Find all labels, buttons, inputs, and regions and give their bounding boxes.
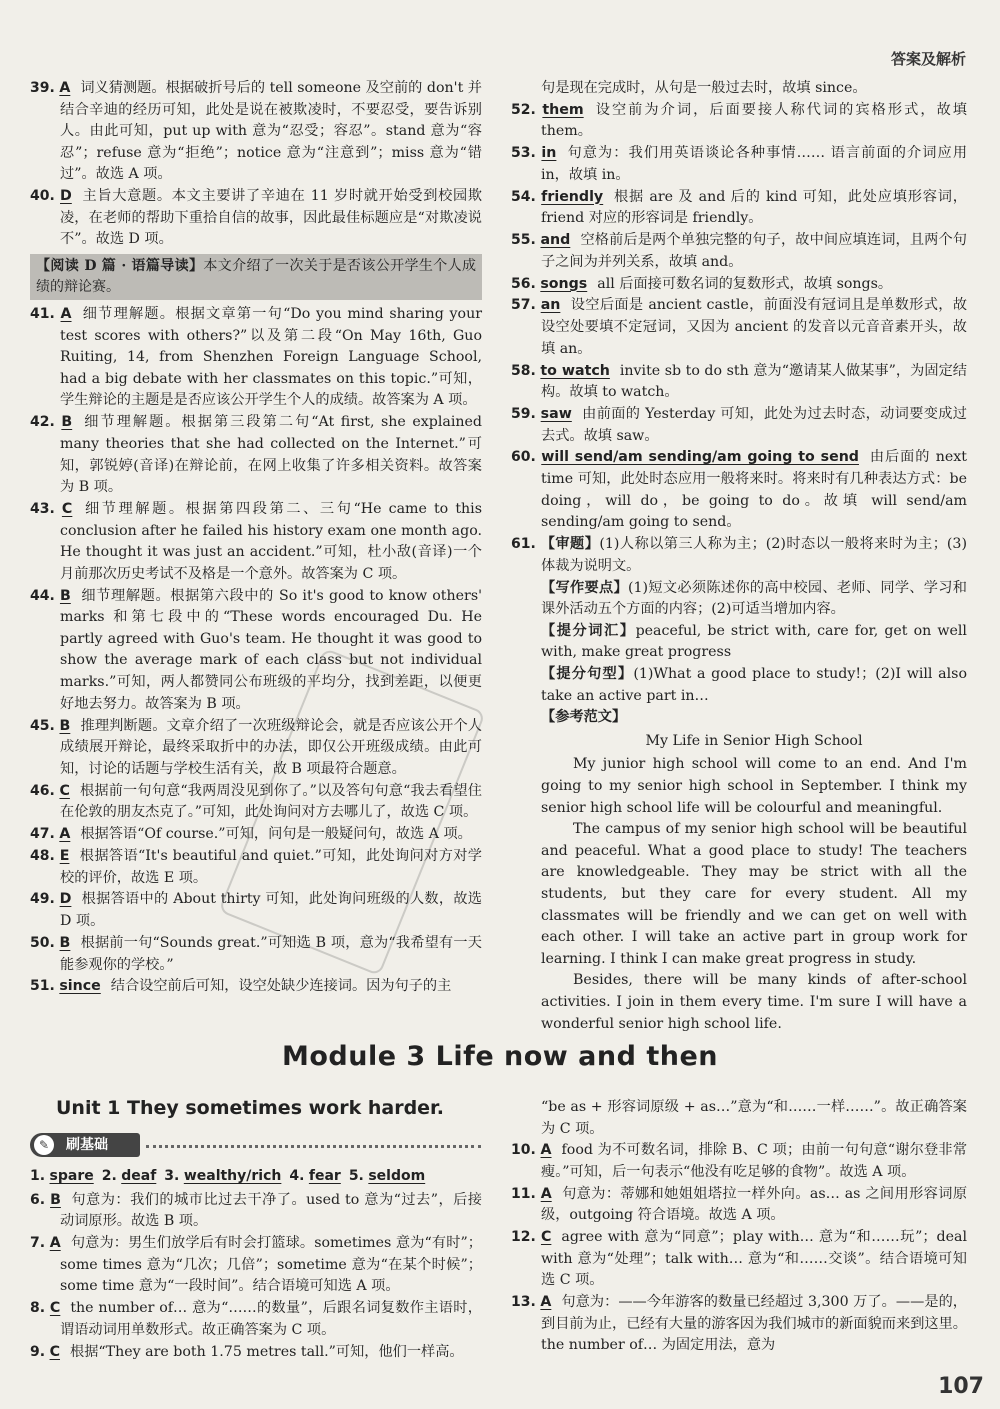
essay-title: My Life in Senior High School: [645, 732, 863, 749]
page-number: 107: [938, 1374, 984, 1399]
fill-in-answers: [30, 1166, 482, 1188]
answer-item: [30, 499, 482, 585]
fill-number: 3.: [164, 1168, 180, 1184]
section-badge: [30, 1133, 140, 1157]
right-column: [511, 78, 967, 1035]
tag-fanwen: 【参考范文】: [541, 709, 627, 726]
tag-shenti: 【审题】: [540, 536, 600, 553]
dotted-divider: [146, 1145, 481, 1148]
fill-answer: wealthy/rich: [183, 1168, 282, 1184]
question-number: 60.: [511, 449, 536, 466]
explanation-text: 根据前一句句意“我两周没见到你了。”以及答句句意“我去看望住在伦敦的朋友杰克了。”可知，此处询问对方去哪儿了，故选 C 项。: [60, 782, 482, 821]
badge-label: 刷基础: [66, 1137, 108, 1153]
answer-key: in: [541, 145, 557, 162]
explanation-text: 由前面的 Yesterday 可知，此处为过去时态，动词要变成过去式。故填 saw。: [541, 405, 967, 444]
explanation-text: 句意为：——今年游客的数量已经超过 3,300 万了。——是的，到目前为止，已经有大量的游客因为我们城市的新面貌而来到这里。the number of… 为固定用法，意为: [541, 1294, 967, 1354]
question-number: 55.: [511, 232, 536, 249]
fill-answer: spare: [49, 1168, 94, 1184]
answer-key: to watch: [540, 362, 610, 379]
question-number: 49.: [30, 891, 55, 908]
answer-item: [30, 586, 482, 716]
answer-key: D: [60, 188, 72, 205]
tag-juxing: 【提分句型】: [541, 666, 634, 682]
answer-key: A: [49, 1235, 61, 1252]
answer-item: [30, 1298, 482, 1341]
explanation-text: 根据答语“Of course.”可知，问句是一般疑问句，故选 A 项。: [80, 826, 472, 843]
explanation-text: 结合设空前后可知，设空处缺少连接词。因为句子的主: [110, 978, 452, 995]
question-number: 9.: [30, 1343, 46, 1360]
question-number: 10.: [511, 1142, 536, 1159]
page-header: 答案及解析: [890, 50, 966, 68]
explanation-text: the number of… 意为“……的数量”，后跟名词复数作主语时，谓语动词用单数形式。故正确答案为 C 项。: [60, 1300, 482, 1338]
answer-item: [511, 447, 967, 533]
fill-number: 5.: [348, 1168, 364, 1184]
explanation-text: 词义猜测题。根据破折号后的 tell someone 及空前的 don't 并结合辛迪的经历可知，此处是说在被欺凌时，不要忍受，要告诉别人。由此可知，put up with 意为“忍受；容忍”。stand 意为“容忍”；refuse 意为“拒绝”；notice 意为“注意到”；miss 意为“错过”。故选 A 项。: [60, 80, 482, 183]
explanation-text: agree with 意为“同意”；play with… 意为“和……玩”；deal with 意为“处理”；talk with… 意为“和……交谈”。结合语境可知选 C 项。: [541, 1229, 967, 1289]
question-number: 50.: [30, 934, 55, 951]
question-number: 41.: [30, 306, 55, 323]
answer-item: [30, 304, 482, 412]
question-number: 51.: [30, 978, 55, 995]
reading-guide-text: 本文介绍了一次关于是否该公开学生个人成绩的辩论赛。: [36, 258, 476, 296]
carry-over-text-2: “be as + 形容词原级 + as…”意为“和……一样……”。故正确答案为 C 项。: [541, 1099, 967, 1137]
fill-number: 2.: [101, 1168, 117, 1184]
explanation-text: 由后面的 next time 可知，此处时态应用一般将来时。将来时有几种表达方式：be doing，will do，be going to do。故填 will send/am sending/am going to send。: [541, 449, 967, 531]
question-number: 59.: [511, 405, 536, 422]
module-title: Module 3 Life now and then: [282, 1041, 718, 1072]
left-column: [30, 78, 482, 998]
question-number: 7.: [30, 1235, 46, 1252]
answer-key: A: [540, 1185, 552, 1202]
explanation-text: 根据“They are both 1.75 metres tall.”可知，他们一样高。: [70, 1343, 464, 1360]
answer-key: songs: [540, 275, 588, 292]
question-number: 57.: [511, 297, 536, 314]
explanation-text: 根据 are 及 and 后的 kind 可知，此处应填形容词，friend 对应的形容词是 friendly。: [541, 188, 967, 227]
question-number: 45.: [30, 717, 55, 734]
answer-item: [511, 187, 967, 230]
answer-item: [511, 1184, 967, 1227]
question-number: 11.: [511, 1185, 536, 1202]
answer-item: [30, 412, 482, 498]
answer-item: [30, 1342, 482, 1364]
right-column-bottom: [511, 1097, 967, 1357]
explanation-text: 句意为：我们的城市比过去干净了。used to 意为“过去”，后接动词原形。故选 B 项。: [60, 1191, 482, 1230]
question-number: 54.: [511, 188, 536, 205]
question-number: 12.: [511, 1229, 536, 1246]
explanation-text: 根据前一句“Sounds great.”可知选 B 项，意为“我希望有一天能参观你的学校。”: [60, 934, 482, 973]
essay-paragraph: My junior high school will come to an end. And I'm going to my senior high school in September. I think my senior high school life will be colourful and meaningful.: [541, 756, 967, 816]
answer-item: [30, 781, 482, 824]
question-number: 39.: [30, 80, 55, 96]
explanation-text: 细节理解题。根据第六段中的 So it's good to know others' marks 和第七段中的“These words encouraged Du. He partly agreed with Guo's team. He thought it was good to show the average mark of each class but not individual marks.”可知，两人都赞同公布班级的平均分，找到差距，以便更好地去努力。故答案为 B 项。: [60, 587, 483, 712]
reading-guide-box: [30, 254, 482, 300]
essay-paragraph: Besides, there will be many kinds of after-school activities. I join in them every time. I'm sure I will have a wonderful senior high school life.: [541, 972, 967, 1032]
question-61: [511, 534, 967, 577]
shenti-text: (1)人称以第三人称为主；(2)时态以一般将来时为主；(3)体裁为说明文。: [541, 536, 967, 574]
answer-key: A: [59, 80, 71, 96]
answer-key: A: [59, 826, 71, 843]
pencil-icon: ✎: [34, 1135, 54, 1155]
answer-item: [511, 361, 967, 404]
juxing-text: (1)What a good place to study!；(2)I will also take an active part in…: [541, 666, 967, 704]
answer-item: [511, 100, 967, 143]
explanation-text: food 为不可数名词，排除 B、C 项；由前一句句意“谢尔登非常瘦。”可知，后一句表示“他没有吃足够的食物”。故选 A 项。: [541, 1142, 968, 1180]
explanation-text: 句意为：我们用英语谈论各种事情…… 语言前面的介词应用 in，故填 in。: [541, 145, 968, 183]
answer-key: A: [60, 306, 72, 323]
question-number: 43.: [30, 500, 55, 517]
answer-item: [30, 78, 482, 186]
cihui-text: peaceful, be strict with, care for, get on well with, make great progress: [541, 622, 967, 661]
explanation-text: all 后面接可数名词的复数形式，故填 songs。: [597, 275, 893, 292]
answer-key: B: [61, 414, 73, 431]
answer-item: [511, 230, 967, 273]
question-number: 8.: [30, 1300, 46, 1317]
explanation-text: 细节理解题。根据文章第一句“Do you mind sharing your test scores with others?”以及第二段“On May 16th, Guo Ruiting, 14, from Shenzhen Foreign Language School, had a big debate with her classmates on this topic.”可知，学生辩论的主题是是否应该公开学生个人的成绩。故答案为 A 项。: [60, 306, 482, 409]
answer-key: C: [61, 500, 73, 517]
answer-key: C: [540, 1229, 552, 1246]
answer-key: and: [540, 232, 571, 249]
answer-key: D: [59, 891, 72, 908]
left-column-bottom: [30, 1166, 482, 1364]
answer-key: A: [540, 1142, 552, 1159]
explanation-text: 设空后面是 ancient castle，前面没有冠词且是单数形式，故设空处要填不定冠词，又因为 ancient 的发音以元音音素开头，故填 an。: [541, 297, 968, 357]
tag-xiezuo: 【写作要点】: [541, 579, 628, 596]
answer-key: will send/am sending/am going to send: [541, 449, 859, 466]
answer-item: [30, 933, 482, 976]
question-number: 42.: [30, 414, 55, 431]
essay-paragraph: The campus of my senior high school will be beautiful and peaceful. What a good place to study! The teachers are knowledgeable. They may be strict with all the students, but they care for every student. All my classmates will be friendly and we can get on well with each other. I will take an active part in group work for learning. I think I can make great progress in study.: [541, 821, 967, 967]
question-number: 6.: [30, 1191, 46, 1208]
answer-item: [511, 1292, 967, 1357]
answer-item: [511, 274, 967, 296]
fill-answer: fear: [308, 1168, 341, 1184]
explanation-text: 根据答语“It's beautiful and quiet.”可知，此处询问对方对学校的评价，故选 E 项。: [60, 847, 482, 886]
answer-item: [511, 404, 967, 447]
question-number: 47.: [30, 826, 55, 843]
answer-key: C: [59, 782, 70, 799]
question-number: 56.: [511, 275, 536, 292]
unit-title: Unit 1 They sometimes work harder.: [56, 1097, 444, 1119]
fill-number: 1.: [30, 1168, 46, 1184]
answer-key: B: [59, 717, 71, 734]
answer-item: [511, 1140, 967, 1183]
explanation-text: invite sb to do sth 意为“邀请某人做某事”，为固定结构。故填 to watch。: [541, 362, 967, 401]
answer-item: [511, 143, 967, 186]
question-number: 58.: [511, 362, 536, 379]
answer-key: an: [540, 297, 561, 314]
question-number: 46.: [30, 782, 55, 799]
question-number: 61.: [511, 536, 536, 553]
question-number: 53.: [511, 145, 536, 162]
answer-key: C: [49, 1343, 60, 1360]
answer-key: B: [59, 587, 71, 604]
answer-key: B: [59, 934, 71, 951]
explanation-text: 句意为：蒂娜和她姐姐塔拉一样外向。as… as 之间用形容词原级，outgoing 符合语境。故选 A 项。: [541, 1185, 968, 1224]
answer-key: B: [50, 1191, 61, 1208]
question-number: 44.: [30, 587, 55, 604]
answer-item: [30, 889, 482, 932]
explanation-text: 细节理解题。根据第三段第二句“At first, she explained many theories that she had collected on the Internet.”可知，郭锐婷(音译)在辩论前，在网上收集了许多相关资料。故答案为 B 项。: [60, 414, 482, 496]
answer-key: C: [49, 1300, 61, 1317]
explanation-text: 推理判断题。文章介绍了一次班级辩论会，就是否应该公开个人成绩展开辩论，最终采取折中的办法，即仅公开班级成绩。由此可知，讨论的话题与学校生活有关，故 B 项最符合题意。: [60, 717, 482, 777]
tag-cihui: 【提分词汇】: [541, 622, 636, 639]
xiezuo-text: (1)短文必须陈述你的高中校园、老师、同学、学习和课外活动五个方面的内容；(2)可适当增加内容。: [541, 579, 967, 618]
question-number: 13.: [511, 1294, 536, 1311]
answer-item: [511, 295, 967, 360]
answer-key: E: [59, 847, 70, 864]
answer-key: friendly: [541, 188, 604, 205]
answer-key: A: [540, 1294, 552, 1311]
reading-guide-tag: 【阅读 D 篇 · 语篇导读】: [36, 258, 204, 275]
explanation-text: 细节理解题。根据第四段第二、三句“He came to this conclusion after he failed his history exam one month ago. He thought it was just an accident.”可知，杜小敌(音译)一个月前那次历史考试不及格是一个意外。故答案为 C 项。: [60, 500, 482, 582]
question-number: 40.: [30, 188, 55, 205]
carry-over-text: 句是现在完成时，从句是一般过去时，故填 since。: [541, 80, 867, 96]
answer-item: [511, 1227, 967, 1292]
answer-item: [30, 1190, 482, 1233]
question-number: 48.: [30, 847, 55, 864]
answer-item: [30, 976, 482, 998]
explanation-text: 空格前后是两个单独完整的句子，故中间应填连词，且两个句子之间为并列关系，故填 and。: [541, 232, 967, 270]
fill-answer: deaf: [121, 1168, 157, 1184]
fill-answer: seldom: [368, 1168, 426, 1184]
answer-key: since: [59, 978, 101, 995]
explanation-text: 设空前为介词，后面要接人称代词的宾格形式，故填 them。: [541, 101, 967, 140]
explanation-text: 句意为：男生们放学后有时会打篮球。sometimes 意为“有时”；some times 意为“几次；几倍”；sometime 意为“在某个时候”；some time 意为“一段时间”。结合语境可知选 A 项。: [60, 1235, 482, 1295]
answer-item: [30, 716, 482, 781]
answer-key: them: [542, 101, 584, 118]
explanation-text: 根据答语中的 About thirty 可知，此处询问班级的人数，故选 D 项。: [60, 891, 482, 930]
question-number: 52.: [511, 101, 536, 118]
explanation-text: 主旨大意题。本文主要讲了辛迪在 11 岁时就开始受到校园欺凌，在老师的帮助下重拾自信的故事，因此最佳标题应是“对欺凌说不”。故选 D 项。: [60, 188, 483, 248]
fill-number: 4.: [289, 1168, 305, 1184]
answer-key: saw: [540, 405, 572, 422]
answer-item: [30, 846, 482, 889]
answer-item: [30, 824, 482, 846]
answer-item: [30, 1233, 482, 1298]
answer-item: [30, 186, 482, 251]
